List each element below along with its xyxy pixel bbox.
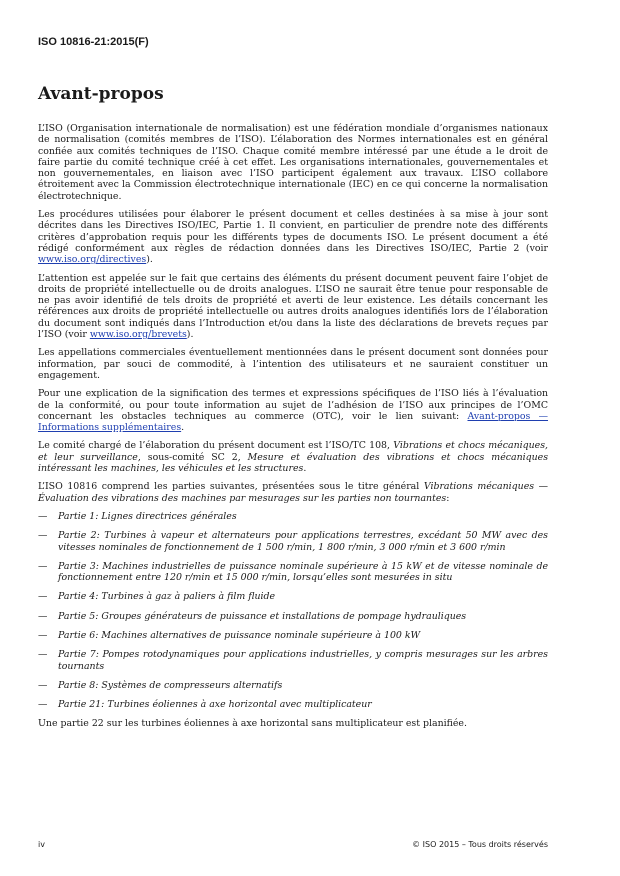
list-item — [38, 530, 548, 553]
paragraph-trade-names: Les appellations commerciales éventuellement mentionnées dans le présent document sont données pour information, par souci de commodité, à l’intention des utilisateurs et ne sauraient constituer un engagement. — [38, 347, 548, 381]
directives-link[interactable]: www.iso.org/directives — [38, 254, 147, 266]
committee-text: , sous-comité SC 2, — [137, 451, 248, 463]
list-item — [38, 680, 548, 691]
part-title: Partie 8: Systèmes de compresseurs alternatifs — [58, 679, 283, 691]
paragraph-end: . — [181, 422, 185, 434]
list-item — [38, 591, 548, 602]
parts-list — [38, 511, 548, 711]
paragraph-text: L’attention est appelée sur le fait que certains des éléments du présent document peuvent faire l’objet de droits de propriété intellectuelle ou de droits analogues. L’ISO ne saurait être tenue pour responsable de ne pas avoir identifié de tels droits de propriété et averti de leur existence. Les détails concernant les références aux droits de propriété intellectuelle ou autres droits analogues identifiés lors de l’élaboration du document sont indiqués dans l’Introduction et/ou dans la liste des déclarations de brevets reçues par l’ISO (voir — [38, 272, 548, 341]
part-title: Partie 2: Turbines à vapeur et alternateurs pour applications terrestres, excédant 50 MW avec des vitesses nominales de fonctionnement de 1 500 r/min, 1 800 r/min, 3 000 r/min et 3 600 r/min — [58, 530, 548, 553]
list-item — [38, 511, 548, 522]
list-dash: — — [38, 610, 48, 622]
paragraph-procedures — [38, 209, 548, 265]
paragraph-parts-intro — [38, 481, 548, 504]
paragraph-committee — [38, 440, 548, 474]
document-id: ISO 10816-21:2015(F) — [38, 36, 149, 48]
patents-link[interactable]: www.iso.org/brevets — [89, 329, 187, 341]
part-title: Partie 3: Machines industrielles de puissance nominale supérieure à 15 kW et de vitesse nominale de fonctionnement entre 120 r/min et 15 000 r/min, lorsqu’elles sont mesurées in situ — [58, 560, 548, 584]
list-dash: — — [38, 679, 48, 691]
part-title: Partie 5: Groupes générateurs de puissance et installations de pompage hydrauliques — [58, 610, 467, 622]
list-dash: — — [38, 629, 48, 641]
committee-text: Le comité chargé de l’élaboration du présent document est l’ISO/TC 108, — [38, 440, 394, 452]
part-title: Partie 7: Pompes rotodynamiques pour applications industrielles, y compris mesurages sur les arbres tournants — [58, 649, 548, 672]
committee-text: . — [303, 463, 307, 475]
list-item — [38, 649, 548, 672]
list-dash: — — [38, 699, 48, 711]
list-dash: — — [38, 530, 48, 542]
paragraph-end: ). — [146, 254, 153, 266]
paragraph-planned-part: Une partie 22 sur les turbines éoliennes à axe horizontal sans multiplicateur est planifiée. — [38, 718, 467, 730]
list-dash: — — [38, 560, 48, 572]
part-title: Partie 1: Lignes directrices générales — [58, 510, 237, 522]
list-item — [38, 630, 548, 641]
part-title: Partie 4: Turbines à gaz à paliers à film fluide — [58, 591, 276, 603]
page-title: Avant-propos — [38, 84, 164, 104]
list-dash: — — [38, 510, 48, 522]
list-dash: — — [38, 649, 48, 661]
document-page — [38, 0, 548, 876]
page-number: iv — [38, 840, 45, 849]
part-title: Partie 21: Turbines éoliennes à axe horizontal avec multiplicateur — [58, 699, 372, 711]
general-title: Vibrations mécaniques — Évaluation des vibrations des machines par mesurages sur les parties non tournantes — [38, 481, 548, 504]
list-dash: — — [38, 591, 48, 603]
paragraph-text: Pour une explication de la signification des termes et expressions spécifiques de l’ISO liés à l’évaluation de la conformité, ou pour toute information au sujet de l’adhésion de l’ISO aux principes de l’OMC concernant les obstacles techniques au commerce (OTC), voir le lien suivant: — [38, 388, 548, 422]
foreword-info-link[interactable]: Avant-propos — Informations supplémentaires — [38, 410, 549, 434]
list-item — [38, 611, 548, 622]
subcommittee-title: Mesure et évaluation des vibrations et chocs mécaniques intéressant les machines, les véhicules et les structures — [38, 451, 549, 475]
paragraph-end: ). — [186, 329, 194, 341]
paragraph-conformity — [38, 388, 548, 433]
part-title: Partie 6: Machines alternatives de puissance nominale supérieure à 100 kW — [58, 629, 421, 641]
committee-title: Vibrations et chocs mécaniques, et leur surveillance — [38, 440, 548, 463]
copyright-notice: © ISO 2015 – Tous droits réservés — [412, 840, 548, 849]
paragraph-text: Les procédures utilisées pour élaborer le présent document et celles destinées à sa mise à jour sont décrites dans les Directives ISO/IEC, Partie 1. Il convient, en particulier de prendre note des différents critères d’approbation requis pour les différents types de documents ISO. Le présent document a été rédigé conformément aux règles de rédaction données dans les Directives ISO/IEC, Partie 2 (voir — [38, 209, 548, 254]
paragraph-patents — [38, 273, 548, 341]
parts-intro-text: L’ISO 10816 comprend les parties suivantes, présentées sous le titre général — [38, 481, 424, 493]
foreword-body — [38, 123, 548, 737]
list-item — [38, 561, 548, 584]
parts-intro-text: : — [446, 492, 450, 504]
list-item — [38, 699, 548, 710]
paragraph-iso-intro: L’ISO (Organisation internationale de normalisation) est une fédération mondiale d’organismes nationaux de normalisation (comités membres de l’ISO). L’élaboration des Normes internationales est en général confiée aux comités techniques de l’ISO. Chaque comité membre intéressé par une étude a le droit de faire partie du comité technique créé à cet effet. Les organisations internationales, gouvernementales et non gouvernementales, en liaison avec l’ISO participent également aux travaux. L’ISO collabore étroitement avec la Commission électrotechnique internationale (IEC) en ce qui concerne la normalisation électrotechnique. — [38, 123, 548, 202]
